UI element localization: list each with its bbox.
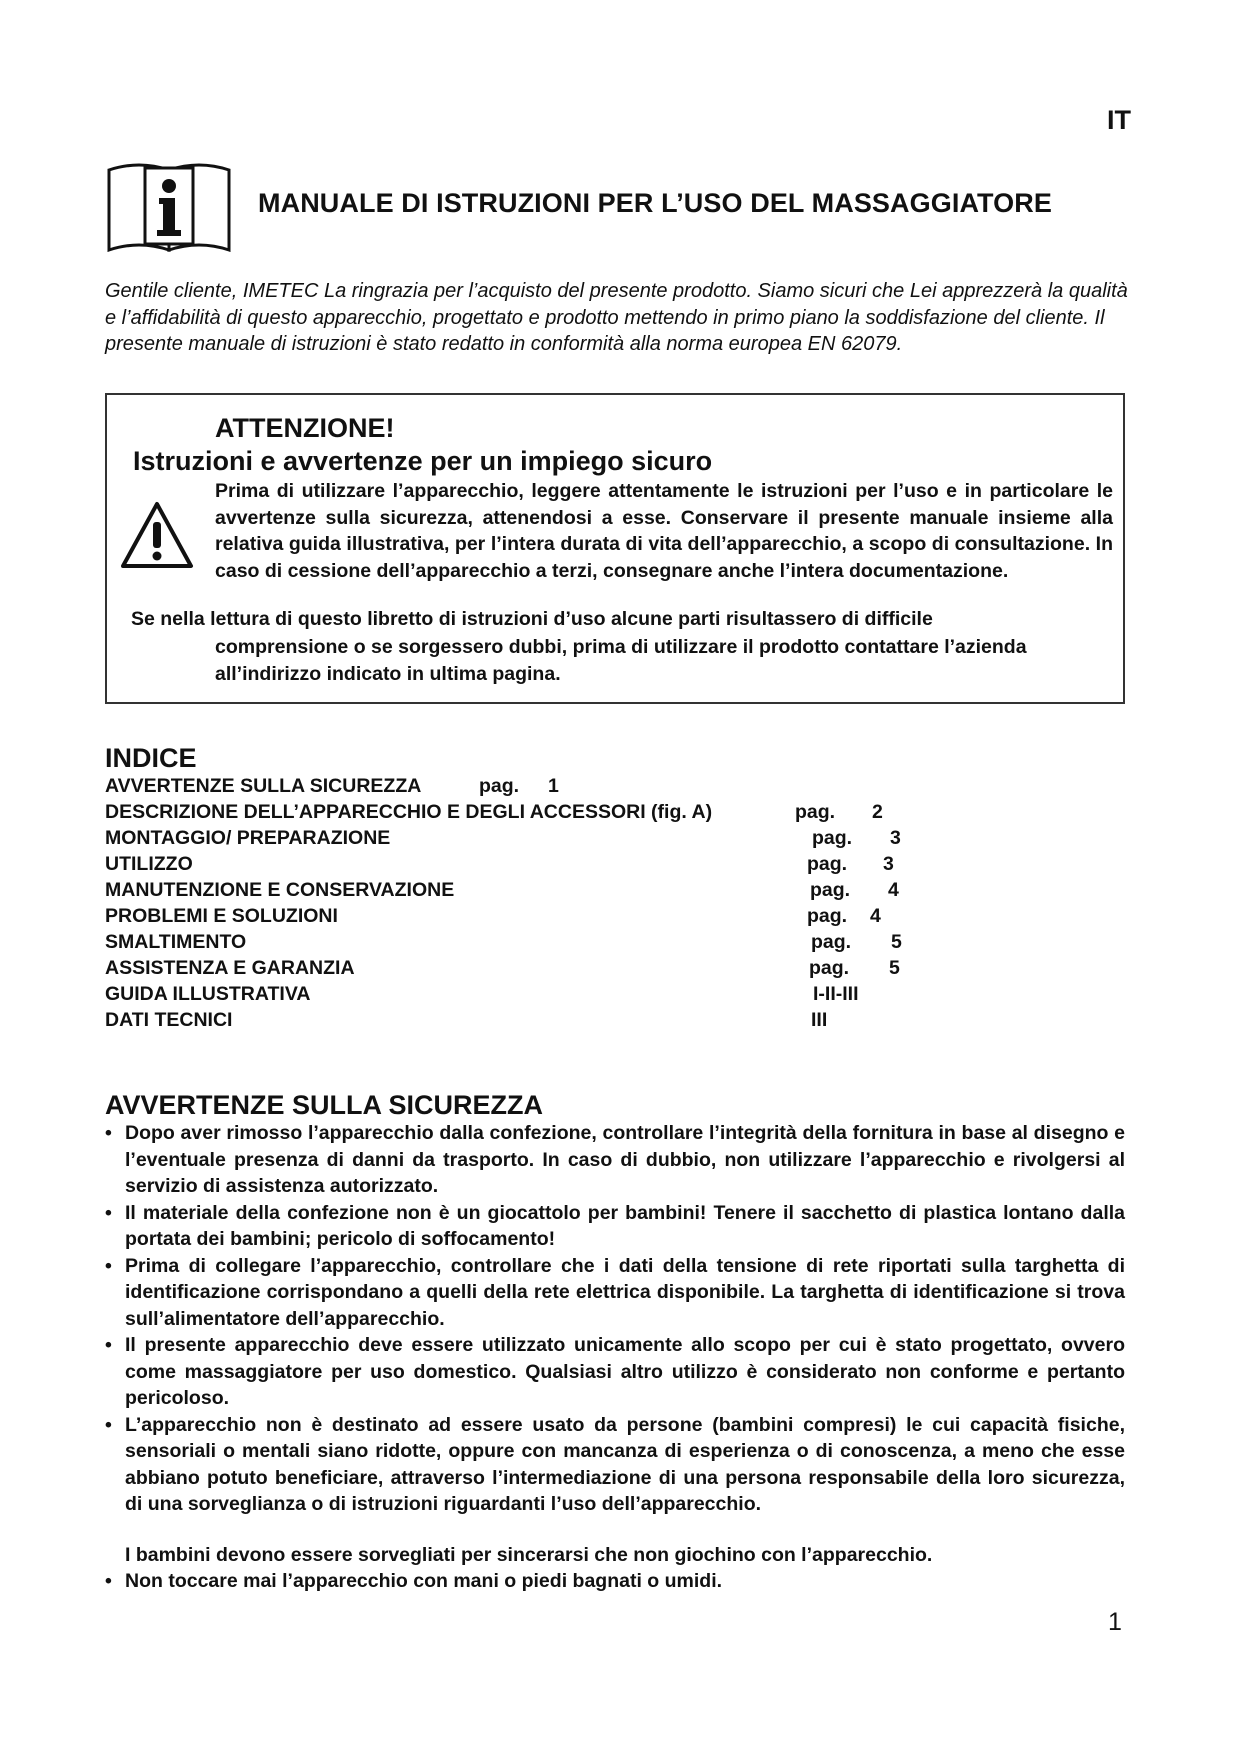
toc-page-number: 4 [888,879,899,901]
toc-entry [105,905,1005,931]
safety-bullet: • Dopo aver rimosso l’apparecchio dalla confezione, controllare l’integrità della fornitura in base al disegno e l’eventuale presenza di danni da trasporto. In caso di dubbio, non utilizzare l’apparecchio e rivolgersi al servizio di assistenza autorizzato. [105,1120,1125,1200]
toc-entry [105,931,1005,957]
toc-entry [105,853,1005,879]
toc-label: UTILIZZO [105,853,193,875]
index-title: INDICE [105,743,197,773]
warning-triangle-icon [119,500,195,570]
warning-title: ATTENZIONE! [215,413,395,443]
page-title: MANUALE DI ISTRUZIONI PER L’USO DEL MASSAGGIATORE [258,188,1052,218]
toc-page-prefix: pag. [807,853,848,875]
toc-entry [105,879,1005,905]
intro-paragraph: Gentile cliente, IMETEC La ringrazia per l’acquisto del presente prodotto. Siamo sicuri che Lei apprezzerà la qualità e l’affidabilità di questo apparecchio, progettato e prodotto mettendo in primo piano la soddisfazione del cliente. Il presente manuale di istruzioni è stato redatto in conformità alla norma europea EN 62079. [105,280,1128,355]
toc-label: GUIDA ILLUSTRATIVA [105,983,311,1005]
toc-entry [105,1009,1005,1035]
toc-page-number: 3 [890,827,901,849]
toc-page-prefix: I-II-III [813,983,859,1005]
warning-paragraph-2-first-line: Se nella lettura di questo libretto di istruzioni d’uso alcune parti risultassero di difficile [131,608,933,630]
toc-entry [105,827,1005,853]
toc-page-prefix: pag. [812,827,853,849]
toc-page-number: 4 [870,905,881,927]
info-manual-icon [105,160,233,252]
toc-label: MANUTENZIONE E CONSERVAZIONE [105,879,455,901]
toc-page-number: 3 [883,853,894,875]
toc-label: PROBLEMI E SOLUZIONI [105,905,338,927]
table-of-contents [105,775,1005,1035]
toc-label: ASSISTENZA E GARANZIA [105,957,355,979]
safety-bullet-list [105,1120,1125,1595]
toc-label: DESCRIZIONE DELL’APPARECCHIO E DEGLI ACCESSORI (fig. A) [105,801,713,823]
toc-page-prefix: III [811,1009,828,1031]
toc-page-prefix: pag. [810,879,851,901]
language-code: IT [1107,105,1131,135]
toc-page-number: 1 [548,775,559,797]
toc-label: AVVERTENZE SULLA SICUREZZA [105,775,422,797]
warning-paragraph: Prima di utilizzare l’apparecchio, leggere attentamente le istruzioni per l’uso e in particolare le avvertenze sulla sicurezza, attenendosi a esse. Conservare il presente manuale insieme alla relativa guida illustrativa, per l’intera durata di vita dell’apparecchio, a scopo di consultazione. In caso di cessione dell’apparecchio a terzi, consegnare anche l’intera documentazione. [215,480,1113,582]
warning-subtitle: Istruzioni e avvertenze per un impiego sicuro [133,446,713,476]
safety-bullet: • Il presente apparecchio deve essere utilizzato unicamente allo scopo per cui è stato progettato, ovvero come massaggiatore per uso domestico. Qualsiasi altro utilizzo è considerato non conforme e pertanto pericoloso. [105,1332,1125,1412]
toc-entry [105,801,1005,827]
toc-label: MONTAGGIO/ PREPARAZIONE [105,827,391,849]
warning-paragraph-2: comprensione o se sorgessero dubbi, prima di utilizzare il prodotto contattare l’azienda all’indirizzo indicato in ultima pagina. [215,636,1027,685]
toc-page-number: 2 [872,801,883,823]
safety-note: I bambini devono essere sorvegliati per sincerarsi che non giochino con l’apparecchio. [125,1543,933,1566]
safety-bullet: • L’apparecchio non è destinato ad essere usato da persone (bambini compresi) le cui capacità fisiche, sensoriali o mentali siano ridotte, oppure con mancanza di esperienza o di conoscenza, a meno che esse abbiano potuto beneficiare, attraverso l’intermediazione di una persona responsabile della loro sicurezza, di una sorveglianza o di istruzioni riguardanti l’uso dell’apparecchio. [105,1412,1125,1518]
safety-bullet: • Il materiale della confezione non è un giocattolo per bambini! Tenere il sacchetto di plastica lontano dalla portata dei bambini; pericolo di soffocamento! [105,1200,1125,1253]
toc-page-prefix: pag. [807,905,848,927]
toc-label: DATI TECNICI [105,1009,233,1031]
toc-entry [105,775,1005,801]
toc-page-prefix: pag. [795,801,836,823]
paragraph-gap [105,1518,1125,1542]
page-number: 1 [1108,1608,1122,1636]
toc-page-prefix: pag. [811,931,852,953]
safety-bullet: • Prima di collegare l’apparecchio, controllare che i dati della tensione di rete riportati sulla targhetta di identificazione corrispondano a quelli della rete elettrica disponibile. La targhetta di identificazione si trova sull’alimentatore dell’apparecchio. [105,1253,1125,1333]
toc-page-number: 5 [891,931,902,953]
toc-page-prefix: pag. [479,775,520,797]
safety-section-title: AVVERTENZE SULLA SICUREZZA [105,1090,544,1120]
toc-page-prefix: pag. [809,957,850,979]
toc-entry [105,983,1005,1009]
toc-entry [105,957,1005,983]
toc-label: SMALTIMENTO [105,931,247,953]
safety-bullet: • Non toccare mai l’apparecchio con mani o piedi bagnati o umidi. [105,1568,1125,1595]
toc-page-number: 5 [889,957,900,979]
